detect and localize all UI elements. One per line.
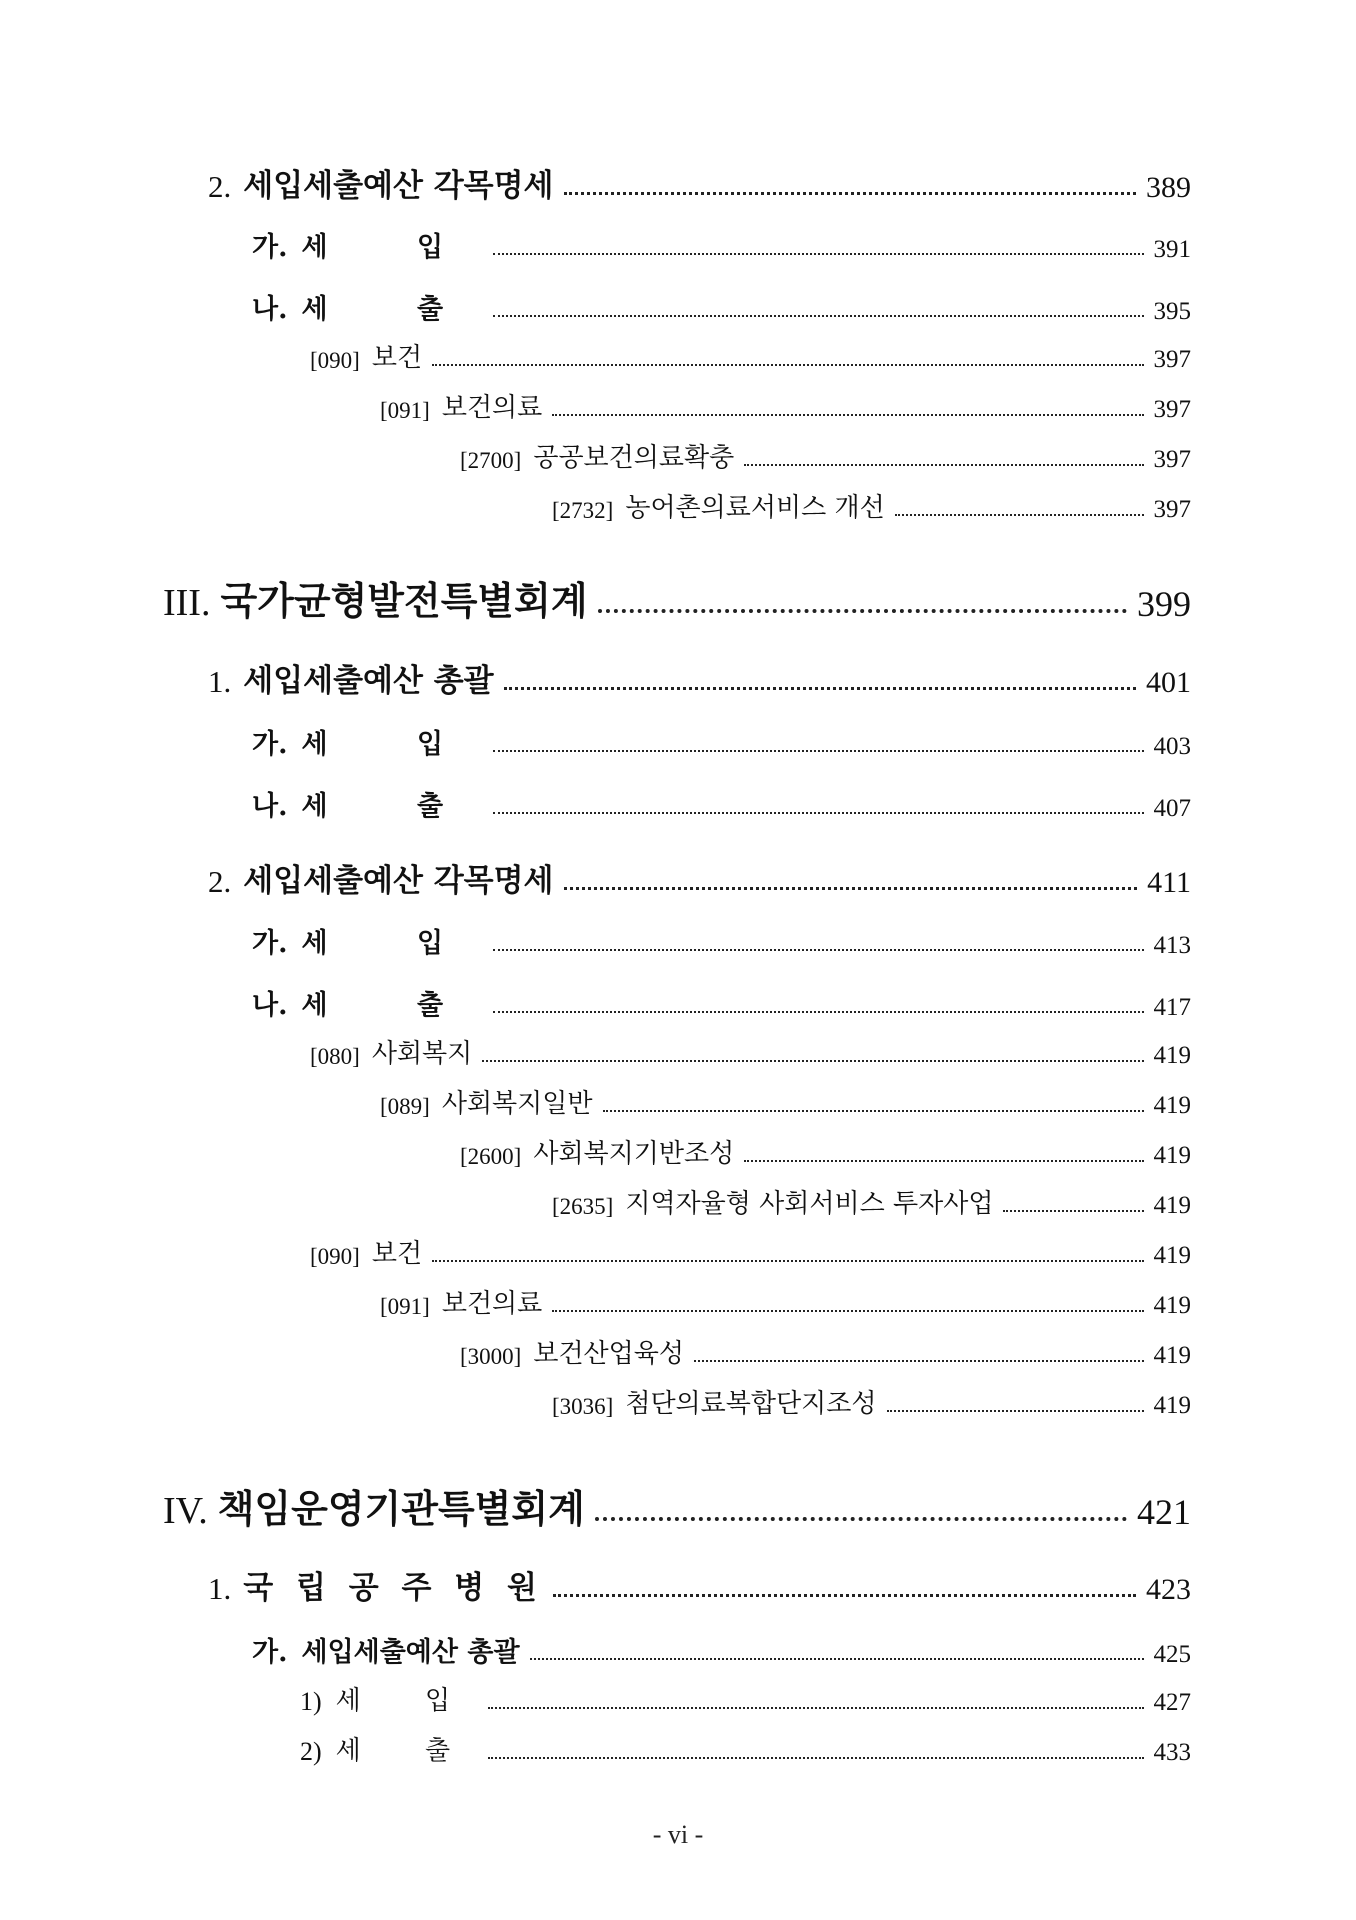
page-number: 419 (1153, 1292, 1191, 1319)
entry-title: 국 립 공 주 병 원 (243, 1570, 543, 1606)
toc-entry[interactable] (208, 160, 1191, 205)
toc-entry[interactable] (252, 784, 1191, 823)
entry-code: [090] (310, 1244, 360, 1269)
dot-leader (564, 855, 1138, 900)
entry-code: [2600] (460, 1144, 522, 1169)
entry-number: 2. (208, 864, 232, 899)
dot-leader (598, 570, 1127, 625)
toc-entry[interactable] (460, 1133, 1191, 1170)
entry-code: [080] (310, 1044, 360, 1069)
toc-entry[interactable] (460, 437, 1191, 474)
entry-number: 나. (252, 990, 288, 1021)
toc-entry[interactable] (252, 225, 1191, 264)
entry-code: [091] (380, 1294, 430, 1319)
entry-code: [2732] (552, 498, 614, 523)
page-number: 419 (1153, 1192, 1191, 1219)
page-number: 403 (1153, 733, 1191, 760)
entry-title: 사회복지일반 (441, 1089, 593, 1119)
dot-leader (493, 287, 1143, 326)
dot-leader (564, 160, 1136, 205)
page-number: 427 (1153, 1689, 1191, 1716)
dot-leader (432, 1233, 1143, 1270)
entry-title: 세 입 (335, 1686, 479, 1716)
dot-leader (504, 655, 1136, 700)
dot-leader (493, 722, 1143, 761)
page-number: 397 (1153, 496, 1191, 523)
entry-code: [2635] (552, 1194, 614, 1219)
entry-number: 2. (208, 169, 232, 204)
dot-leader (552, 387, 1143, 424)
dot-leader (493, 784, 1143, 823)
entry-title: 세입세출예산 총괄 (301, 1637, 520, 1668)
toc-entry-part[interactable] (163, 570, 1191, 625)
entry-code: [089] (380, 1094, 430, 1119)
toc-entry[interactable] (300, 1730, 1191, 1767)
page-number: 421 (1137, 1492, 1191, 1532)
entry-title: 세입세출예산 총괄 (243, 663, 494, 699)
entry-title: 보건 (371, 1239, 423, 1269)
dot-leader (488, 1680, 1143, 1717)
page-number: 413 (1153, 932, 1191, 959)
dot-leader (552, 1283, 1143, 1320)
page-number: 407 (1153, 795, 1191, 822)
entry-title: 세 입 (301, 928, 484, 959)
toc-entry[interactable] (552, 487, 1191, 524)
page-number: 397 (1153, 346, 1191, 373)
dot-leader (488, 1730, 1143, 1767)
toc-entry-part[interactable] (163, 1478, 1191, 1533)
page-number: 401 (1146, 666, 1191, 699)
entry-title: 공공보건의료확충 (533, 443, 735, 473)
toc-entry[interactable] (380, 1083, 1191, 1120)
entry-number: 나. (252, 791, 288, 822)
page-number: 419 (1153, 1242, 1191, 1269)
entry-title: 보건 (371, 343, 423, 373)
entry-title: 세 출 (301, 791, 484, 822)
toc-entry[interactable] (552, 1183, 1191, 1220)
entry-title: 지역자율형 사회서비스 투자사업 (625, 1189, 994, 1219)
page-footer-number: - vi - (652, 1820, 704, 1849)
entry-code: [3036] (552, 1394, 614, 1419)
entry-title: 세 출 (335, 1736, 479, 1766)
toc-entry[interactable] (208, 655, 1191, 700)
toc-entry[interactable] (252, 287, 1191, 326)
page-number: 395 (1153, 298, 1191, 325)
dot-leader (595, 1478, 1127, 1533)
page-number: 391 (1153, 236, 1191, 263)
toc-entry[interactable] (310, 1233, 1191, 1270)
page-number: 419 (1153, 1142, 1191, 1169)
entry-number: 가. (252, 729, 288, 760)
entry-number: 1) (300, 1687, 322, 1716)
part-numeral: III. (163, 582, 211, 624)
dot-leader (493, 921, 1143, 960)
toc-entry[interactable] (252, 921, 1191, 960)
entry-title: 사회복지 (371, 1039, 473, 1069)
page-number: 433 (1153, 1739, 1191, 1766)
entry-title: 세 입 (301, 232, 484, 263)
entry-code: [3000] (460, 1344, 522, 1369)
dot-leader (603, 1083, 1144, 1120)
entry-title: 국가균형발전특별회계 (220, 578, 588, 623)
entry-number: 가. (252, 1637, 288, 1668)
dot-leader (493, 983, 1143, 1022)
page-number: 411 (1147, 866, 1191, 899)
toc-entry[interactable] (552, 1383, 1191, 1420)
dot-leader (493, 225, 1143, 264)
entry-title: 보건산업육성 (533, 1339, 685, 1369)
entry-number: 1. (208, 664, 232, 699)
dot-leader (432, 337, 1143, 374)
toc-entry[interactable] (208, 1562, 1191, 1607)
toc-entry[interactable] (252, 1630, 1191, 1669)
page-number: 397 (1153, 446, 1191, 473)
dot-leader (744, 437, 1143, 474)
toc-entry[interactable] (252, 722, 1191, 761)
dot-leader (482, 1033, 1143, 1070)
entry-title: 보건의료 (441, 393, 543, 423)
entry-title: 세 출 (301, 294, 484, 325)
entry-title: 사회복지기반조성 (533, 1139, 735, 1169)
entry-code: [091] (380, 398, 430, 423)
entry-title: 농어촌의료서비스 개선 (625, 493, 885, 523)
part-numeral: IV. (163, 1490, 208, 1532)
entry-title: 세 입 (301, 729, 484, 760)
page-number: 389 (1146, 171, 1191, 204)
page-number: 399 (1137, 584, 1191, 624)
toc-entry[interactable] (380, 387, 1191, 424)
entry-number: 가. (252, 928, 288, 959)
toc-entry[interactable] (460, 1333, 1191, 1370)
toc-entry[interactable] (300, 1680, 1191, 1717)
page-number: 397 (1153, 396, 1191, 423)
toc-entry[interactable] (380, 1283, 1191, 1320)
entry-title: 보건의료 (441, 1289, 543, 1319)
page-number: 419 (1153, 1092, 1191, 1119)
page-number: 417 (1153, 994, 1191, 1021)
dot-leader (530, 1630, 1144, 1669)
dot-leader (887, 1383, 1144, 1420)
entry-number: 가. (252, 232, 288, 263)
entry-title: 세입세출예산 각목명세 (243, 863, 554, 899)
entry-title: 세 출 (301, 990, 484, 1021)
entry-code: [2700] (460, 448, 522, 473)
entry-number: 나. (252, 294, 288, 325)
toc-entry[interactable] (208, 855, 1191, 900)
entry-title: 세입세출예산 각목명세 (243, 168, 554, 204)
dot-leader (744, 1133, 1143, 1170)
entry-title: 첨단의료복합단지조성 (625, 1389, 877, 1419)
entry-code: [090] (310, 348, 360, 373)
dot-leader (553, 1562, 1136, 1607)
entry-title: 책임운영기관특별회계 (217, 1486, 585, 1531)
page-number: 425 (1153, 1641, 1191, 1668)
page-number: 419 (1153, 1392, 1191, 1419)
entry-number: 2) (300, 1737, 322, 1766)
toc-entry[interactable] (252, 983, 1191, 1022)
dot-leader (694, 1333, 1143, 1370)
page-number: 419 (1153, 1342, 1191, 1369)
entry-number: 1. (208, 1571, 232, 1606)
page-number: 423 (1146, 1573, 1191, 1606)
dot-leader (1003, 1183, 1143, 1220)
dot-leader (895, 487, 1144, 524)
toc-entry[interactable] (310, 337, 1191, 374)
toc-entry[interactable] (310, 1033, 1191, 1070)
page-number: 419 (1153, 1042, 1191, 1069)
